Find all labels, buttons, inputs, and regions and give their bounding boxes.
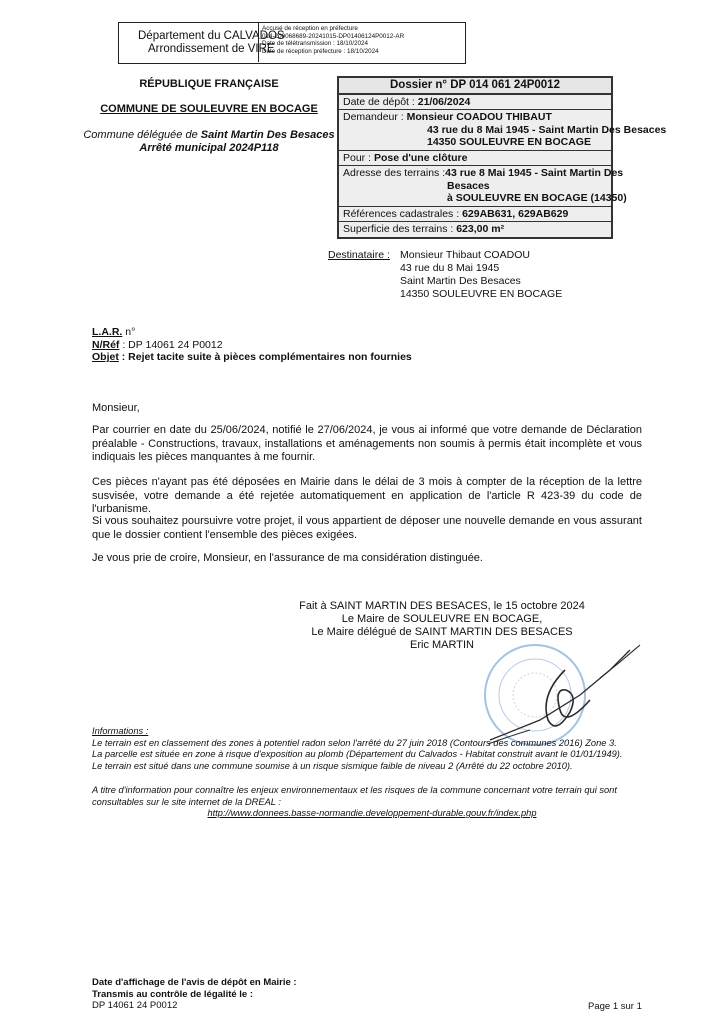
nref-value: : DP 14061 24 P0012 [119,338,223,351]
informations-title: Informations : [92,726,149,736]
info-sismique: Le terrain est situé dans une commune soumise à un risque sismique faible de niveau 2 (Arrêté du 22 octobre 2010). [92,760,573,771]
dreal-text: A titre d'information pour connaître les enjeux environnementaux et les risques de la commune concernant votre terrain qui sont consultables sur le site internet de la DREAL : [92,785,617,807]
adresse-value-3: à SOULEUVRE EN BOCAGE (14350) [447,192,627,204]
adresse-value-2: Besaces [447,179,490,192]
demandeur-row [339,110,667,151]
refs-value: 629AB631, 629AB629 [462,207,569,220]
demandeur-address-2: 14350 SOULEUVRE EN BOCAGE [427,136,591,148]
info-plomb: La parcelle est située en zone à risque d'exposition au plomb (Département du Calvados - Habitat construit avant le 01/01/1949). [92,749,623,759]
paragraph-1: Par courrier en date du 25/06/2024, notifié le 27/06/2024, je vous ai informé que votre demande de Déclaration préalable - Constructions, travaux, installations et aménagements non soumis à permis était incomplète et vous indiquais les pièces manquantes à me fournir. [92,424,642,463]
stamp-line: Date de télétransmission : 18/10/2024 [262,40,369,48]
destinataire-address [400,249,562,301]
refs-label: Références cadastrales : [343,207,463,220]
deleguee-prefix: Commune déléguée de [83,129,201,141]
sign-place-date: Fait à SAINT MARTIN DES BESACES, le 15 octobre 2024 [299,600,585,612]
nref-label: N/Réf [92,338,120,351]
adresse-row [339,166,627,207]
destinataire-label [328,249,390,261]
arrete-number: Arrêté municipal 2024P118 [139,142,279,154]
stamp-line: Date de réception préfecture : 18/10/2024 [262,47,379,55]
dossier-title: Dossier n° DP 014 061 24P0012 [339,78,611,95]
depot-label: Date de dépôt : [343,95,418,108]
demandeur-label: Demandeur : [343,111,407,123]
footer-block [92,977,297,1012]
superficie-label: Superficie des terrains : [343,223,457,235]
lar-line [92,326,412,339]
destinataire-line: Saint Martin Des Besaces [400,275,521,287]
arrondissement-line: Arrondissement de VIRE [148,43,275,55]
objet-label: Objet [92,351,119,363]
dossier-table [337,76,667,239]
destinataire-label-text: Destinataire [328,249,385,261]
paragraph-4: Je vous prie de croire, Monsieur, en l'assurance de ma considération distinguée. [92,552,483,564]
letter-references [92,326,412,364]
deleguee-name: Saint Martin Des Besaces [200,129,335,141]
paragraph-2: Ces pièces n'ayant pas été déposées en Mairie dans le délai de 3 mois à compter de la réception de la lettre susvisée, votre demande a été rejetée automatiquement en application de l'article R 423-39 du code de l'urbanisme. [92,476,642,515]
footer-affichage: Date d'affichage de l'avis de dépôt en Mairie : [92,977,297,988]
sign-maire-delegue: Le Maire délégué de SAINT MARTIN DES BESACES [311,626,573,638]
republique-heading: RÉPUBLIQUE FRANÇAISE [139,78,279,90]
sign-name: Eric MARTIN [410,639,474,651]
stamp-line: 014-200068689-20241015-DP01406124P0012-AR [262,32,405,40]
depot-row [339,95,611,111]
nref-line [92,339,412,352]
demandeur-name: Monsieur COADOU THIBAUT [406,111,552,123]
department-line: Département du CALVADOS [138,30,285,42]
depot-value: 21/06/2024 [417,95,471,108]
informations-block [92,726,652,772]
superficie-value: 623,00 m² [456,223,505,235]
info-radon: Le terrain est en classement des zones à potentiel radon selon l'arrêté du 27 juin 2018 (Contours des communes 2016) Zone 3. [92,737,617,748]
destinataire-separator: : [384,249,390,261]
pour-value: Pose d'une clôture [373,151,468,164]
page-number: Page 1 sur 1 [588,1001,642,1012]
prefecture-receipt-stamp [258,22,464,62]
dreal-link[interactable]: http://www.donnees.basse-normandie.developpement-durable.gouv.fr/index.php [207,808,537,818]
cadastre-row [339,207,611,223]
adresse-value-1: 43 rue 8 Mai 1945 - Saint Martin Des [445,167,624,179]
destinataire-line: Monsieur Thibaut COADOU [400,249,530,261]
lar-value: n° [122,326,136,338]
demandeur-address-1: 43 rue du 8 Mai 1945 - Saint Martin Des Besaces [427,123,667,136]
objet-line [92,351,412,364]
footer-transmis: Transmis au contrôle de légalité le : [92,988,254,1000]
destinataire-line: 14350 SOULEUVRE EN BOCAGE [400,288,563,300]
commune-heading: COMMUNE DE SOULEUVRE EN BOCAGE [100,103,318,115]
destinataire-line: 43 rue du 8 Mai 1945 [400,262,500,274]
sign-maire: Le Maire de SOULEUVRE EN BOCAGE, [341,613,543,625]
pour-label: Pour : [343,151,374,164]
superficie-row [339,222,611,237]
footer-ref: DP 14061 24 P0012 [92,1000,178,1011]
adresse-label: Adresse des terrains : [343,167,446,179]
stamp-line: Accusé de réception en préfecture [262,25,358,32]
objet-value: : Rejet tacite suite à pièces complémentaires non fournies [118,351,412,363]
salutation: Monsieur, [92,402,140,414]
pour-row [339,151,611,167]
dreal-info [92,785,652,820]
commune-deleguee [80,129,338,141]
lar-label: L.A.R. [92,326,123,338]
paragraph-3: Si vous souhaitez poursuivre votre projet, il vous appartient de déposer une nouvelle demande en vous assurant que le dossier contient l'ensemble des pièces exigées. [92,515,642,541]
